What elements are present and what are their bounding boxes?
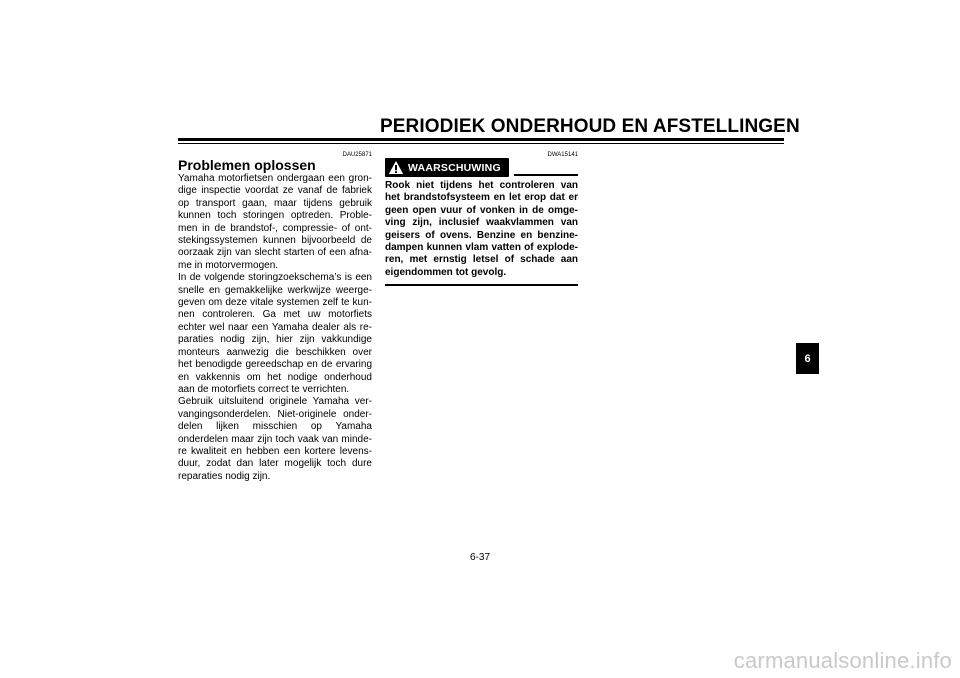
chapter-tab: 6: [796, 343, 819, 374]
warning-triangle-icon: [385, 158, 407, 177]
page-number: 6-37: [469, 552, 490, 563]
watermark: carmanualsonline.info: [733, 648, 952, 673]
body-text: [178, 173, 372, 483]
header-rule-thin: [178, 143, 784, 144]
header-rule-thick: [178, 138, 784, 141]
warning-text: Rook niet tijdens het controleren van het brandstofsysteem en let erop dat er geen open vuur of vonken in de omge-ving zijn, inclusief waakvlammen van geisers of ovens. Benzine en benzine-dampen kunnen vlam vatten of explode-ren, met ernstig letsel of schade aan eigendommen tot gevolg.: [385, 180, 578, 278]
section-heading: Problemen oplossen: [178, 157, 316, 173]
warning-top-rule: [514, 174, 578, 176]
paragraph: Yamaha motorfietsen ondergaan een gron-dige inspectie voordat ze vanaf de fabriek op transport gaan, maar tijdens gebruik kunnen toch storingen optreden. Proble-men in de brandstof-, compressie- of ont-stekingssystemen kunnen bijvoorbeeld de oorzaak zijn van slecht starten of een afna-me in motorvermogen.: [178, 173, 372, 271]
paragraph: In de volgende storingzoekschema’s is een snelle en gemakkelijke werkwijze weerge-geven om deze vitale systemen zelf te kun-nen controleren. Ga met uw motorfiets echter wel naar een Yamaha dealer als re-paraties nodig zijn, hier zijn vakkundige monteurs aanwezig die beschikken over het benodigde gereedschap en de ervaring en vakkennis om het nodige onderhoud aan de motorfiets correct te verrichten.: [178, 272, 372, 395]
warning-label: WAARSCHUWING: [408, 161, 501, 174]
page-title: PERIODIEK ONDERHOUD EN AFSTELLINGEN: [380, 116, 800, 137]
paragraph: Gebruik uitsluitend originele Yamaha ver-vangingsonderdelen. Niet-originele onder-delen lijken misschien op Yamaha onderdelen maar zijn toch vaak van minde-re kwaliteit en hebben een kortere levens-duur, zodat dan later mogelijk toch dure reparaties nodig zijn.: [178, 396, 372, 482]
warning-bottom-rule: [385, 284, 578, 286]
section-reference-code: DAU25871: [342, 152, 372, 158]
warning-reference-code: DWA15141: [547, 152, 578, 158]
warning-badge: [385, 158, 509, 177]
